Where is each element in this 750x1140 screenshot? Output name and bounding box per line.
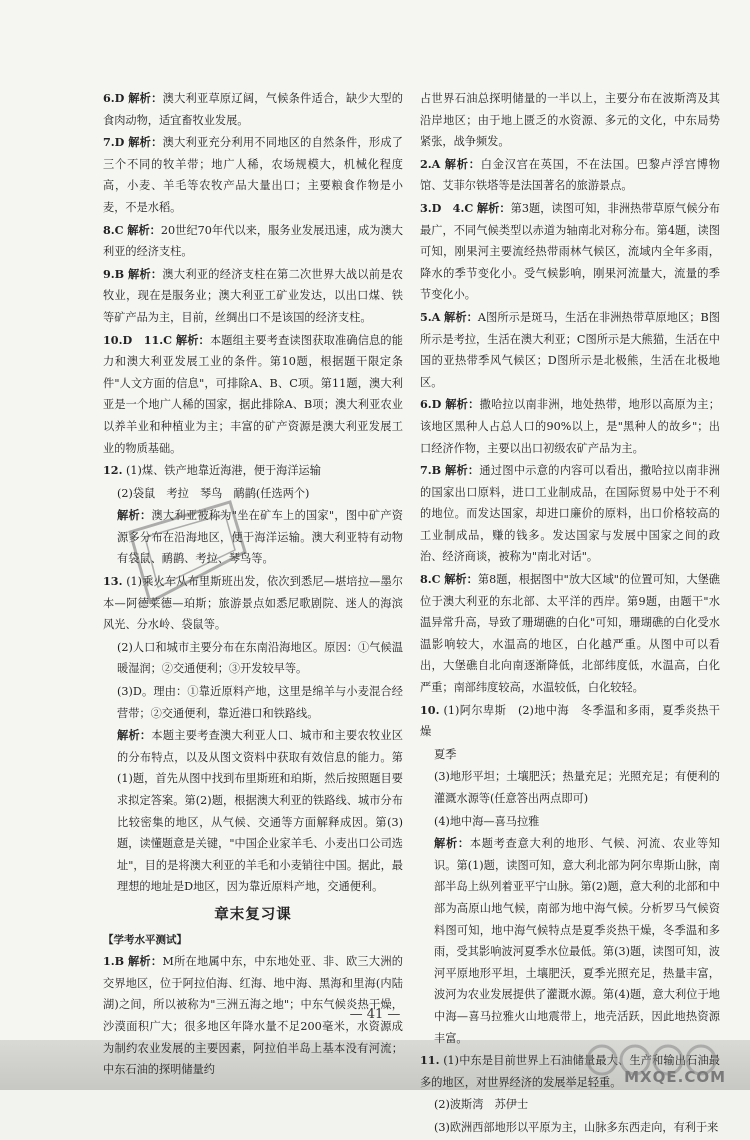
answer-text: A图所示是斑马，生活在非洲热带草原地区；B图所示是考拉，生活在澳大利亚；C图所示是大熊猫，生活在中国的亚热带季风气候区；D图所示是北极熊，生活在北极地区。 bbox=[420, 310, 720, 389]
answer-text: (1)中东是目前世界上石油储量最大、生产和输出石油最多的地区，对世界经济的发展举足轻重。 bbox=[420, 1054, 720, 1089]
answer-number: 2.A bbox=[420, 156, 441, 171]
answer-item bbox=[420, 811, 720, 833]
answer-number: 11. bbox=[420, 1053, 440, 1068]
analysis-label: 解析： bbox=[127, 222, 161, 237]
answer-text: (3)地形平坦；土壤肥沃；热量充足；光照充足；有便利的灌溉水源等(任意答出两点即可) bbox=[434, 770, 720, 805]
answer-text: 占世界石油总探明储量的一半以上，主要分布在波斯湾及其沿岸地区；由于地上匮乏的水资源、多元的文化，中东局势紧张，战争频发。 bbox=[420, 92, 720, 149]
answer-item bbox=[103, 681, 403, 724]
answer-number: 7.B bbox=[420, 463, 442, 478]
analysis-label: 解析： bbox=[175, 332, 210, 347]
analysis-label: 解析： bbox=[444, 309, 478, 324]
analysis-label: 解析： bbox=[128, 91, 163, 105]
answer-number: 5.A bbox=[420, 309, 441, 324]
answer-text: 本题主要考查澳大利亚人口、城市和主要农牧业区的分布特点，以及从图文资料中获取有效信息的能力。第(1)题，首先从图中找到布里斯班和珀斯，然后按照题目要求拟定答案。第(2)题，根据澳大利亚的铁路线、城市分布比较密集的地区，从气候、交通等方面解释成因。第(3)题，读懂题意是关键，"中国企业家羊毛、小麦出口公司选址"，目的是将澳大利亚的羊毛和小麦销往中国。据此，最理想的地址是D地区，因为靠近原料产地，交通便利。 bbox=[117, 729, 403, 894]
answer-item bbox=[420, 744, 720, 766]
answer-text: 20世纪70年代以来，服务业发展迅速，成为澳大利亚的经济支柱。 bbox=[103, 223, 403, 259]
answer-item bbox=[420, 460, 720, 568]
analysis-label: 解析： bbox=[127, 954, 163, 969]
answer-number: 1.B bbox=[103, 954, 125, 969]
analysis-label: 解析： bbox=[444, 156, 481, 171]
answer-text: 本题组主要考查读图获取准确信息的能力和澳大利亚发展工业的条件。第10题，根据题干限定条件"人文方面的信息"，可排除A、B、C项。第11题，澳大利亚是一个地广人稀的国家，据此排除A、B项；澳大利亚农业以养羊业和种植业为主；丰富的矿产资源是澳大利亚发展工业的物质基础。 bbox=[103, 333, 403, 455]
answer-item bbox=[103, 220, 403, 263]
answer-item bbox=[420, 700, 720, 743]
answer-item bbox=[103, 132, 403, 218]
answer-text: 撒哈拉以南非洲，地处热带，地形以高原为主；该地区黑种人占总人口的90%以上，是"黑种人的故乡"；出口经济作物，主要以出口初级农矿产品为主。 bbox=[420, 398, 720, 455]
answer-number: 8.C bbox=[103, 222, 124, 237]
library-stamp-icon bbox=[110, 492, 255, 612]
answer-text: (2)袋鼠 考拉 琴鸟 鸸鹋(任选两个) bbox=[117, 486, 310, 500]
answer-number: 6.D bbox=[103, 91, 125, 105]
answer-item bbox=[420, 569, 720, 699]
answer-number: 8.C bbox=[420, 572, 441, 587]
answer-item bbox=[103, 725, 403, 898]
sub-heading: 【学考水平测试】 bbox=[103, 933, 187, 946]
answer-item bbox=[420, 154, 720, 197]
answer-text: 第8题，根据图中"放大区域"的位置可知，大堡礁位于澳大利亚的东北部、太平洋的西岸。第9题，由题干"水温异常升高，导致了珊瑚礁的白化"可知，珊瑚礁的白化受水温影响较大，水温高的地区，白化越严重。从图中可以看出，大堡礁自北向南逐渐降低，北部纬度低，水温高，白化严重；南部纬度较高，水温较低，白化较轻。 bbox=[420, 573, 720, 695]
answer-text: 澳大利亚充分利用不同地区的自然条件，形成了三个不同的牧羊带；地广人稀，农场规模大，机械化程度高，小麦、羊毛等农牧产品大量出口；主要粮食作物是小麦，不是水稻。 bbox=[103, 136, 403, 214]
answer-item bbox=[420, 307, 720, 393]
analysis-label: 解析： bbox=[117, 728, 152, 743]
answer-item bbox=[420, 394, 720, 459]
answer-text: (2)人口和城市主要分布在东南沿海地区。原因：①气候温暖湿润；②交通便利；③开发较早等。 bbox=[117, 640, 403, 676]
answer-text: (3)欧洲西部地形以平原为主，山脉多东西走向，有利于来 bbox=[434, 1120, 719, 1134]
answer-text: 夏季 bbox=[434, 747, 457, 761]
answer-item bbox=[420, 766, 720, 809]
answer-text: 本题考查意大利的地形、气候、河流、农业等知识。第(1)题，读图可知，意大利北部为阿尔卑斯山脉，南部半岛上纵列着亚平宁山脉。第(2)题，意大利的北部和中部为高原山地气候，南部为地中海气候。分析罗马气候资料图可知，地中海气候特点是夏季炎热干燥，冬季温和多雨，受其影响波河夏季水位最低。第(3)题，读图可知，波河平原地形平坦，土壤肥沃，夏季光照充足，热量丰富，波河为农业发展提供了灌溉水源。第(4)题，意大利位于地中海—喜马拉雅火山地震带上，地壳活跃，因此地热资源丰富。 bbox=[434, 837, 720, 1045]
analysis-label: 解析： bbox=[444, 572, 478, 587]
answer-number: 10. bbox=[420, 702, 440, 717]
answer-item bbox=[103, 264, 403, 329]
answer-text: (1)阿尔卑斯 (2)地中海 冬季温和多雨，夏季炎热干燥 bbox=[420, 703, 720, 739]
answer-text: (1)煤、铁产地靠近海港，便于海洋运输 bbox=[126, 464, 321, 478]
analysis-label: 解析： bbox=[444, 463, 480, 478]
page-number: — 41 — bbox=[349, 1007, 401, 1022]
section-heading: 章末复习课 bbox=[214, 905, 292, 923]
answer-number: 3.D 4.C bbox=[420, 200, 474, 215]
answer-number: 6.D bbox=[420, 397, 442, 412]
answer-item bbox=[103, 460, 403, 482]
answer-text: 白金汉宫在英国，不在法国。巴黎卢浮宫博物馆、艾菲尔铁塔等是法国著名的旅游景点。 bbox=[420, 157, 720, 193]
answer-number: 13. bbox=[103, 574, 123, 589]
answer-item bbox=[103, 637, 403, 680]
answer-text: M所在地属中东，中东地处亚、非、欧三大洲的交界地区，位于阿拉伯海、红海、地中海、黑海和里海(内陆湖)之间，所以被称为"三洲五海之地"；中东气候炎热干燥，沙漠面积广大；很多地区年降水量不足200毫米，水资源成为制约农业发展的主要因素，阿拉伯半岛上基本没有河流；中东石油的探明储量约 bbox=[103, 955, 403, 1077]
analysis-label: 解析： bbox=[445, 397, 480, 412]
analysis-label: 解析： bbox=[434, 836, 470, 851]
answer-item bbox=[420, 1094, 720, 1116]
answer-item bbox=[420, 88, 720, 153]
answer-number: 12. bbox=[103, 463, 123, 478]
analysis-label: 解析： bbox=[117, 508, 152, 523]
answer-text: 第3题，读图可知，非洲热带草原气候分布最广，不同气候类型以赤道为轴南北对称分布。第4题，读图可知，刚果河主要流经热带雨林气候区，流域内全年多雨，降水的季节变化小。受气候影响，刚果河流量大，流量的季节变化小。 bbox=[420, 201, 720, 302]
answer-item bbox=[103, 88, 403, 131]
analysis-label: 解析： bbox=[127, 266, 163, 281]
answer-text: 澳大利亚草原辽阔，气候条件适合，缺少大型的食肉动物，适宜畜牧业发展。 bbox=[103, 92, 403, 127]
right-column bbox=[420, 88, 720, 1140]
answer-text: 澳大利亚被称为"坐在矿车上的国家"，图中矿产资源多分布在沿海地区，便于海洋运输。澳大利亚特有动物有袋鼠、鸸鹋、考拉、琴鸟等。 bbox=[117, 509, 403, 566]
answer-number: 9.B bbox=[103, 266, 125, 281]
answer-text: (4)地中海—喜马拉雅 bbox=[434, 814, 540, 828]
analysis-label: 解析： bbox=[128, 135, 163, 150]
answer-text: (3)D。理由：①靠近原料产地，这里是绵羊与小麦混合经营带；②交通便利，靠近港口和铁路线。 bbox=[117, 685, 403, 720]
answer-text: 通过图中示意的内容可以看出，撒哈拉以南非洲的国家出口原料，进口工业制成品，在国际贸易中处于不利的地位。而发达国家，却进口廉价的原料，出口价格较高的工业制成品，赚的钱多。发达国家与发展中国家之间的政治、经济商谈，被称为"南北对话"。 bbox=[420, 464, 720, 564]
watermark-text: MXQE.COM bbox=[624, 1068, 726, 1086]
answer-item bbox=[103, 330, 403, 460]
answer-item bbox=[420, 1117, 720, 1139]
answer-number: 10.D 11.C bbox=[103, 332, 173, 347]
answer-text: (2)波斯湾 苏伊士 bbox=[434, 1098, 529, 1112]
answer-text: 澳大利亚的经济支柱在第二次世界大战以前是农牧业，现在是服务业；澳大利亚工矿业发达，以出口煤、铁等矿产品为主，目前，丝绸出口不是该国的经济支柱。 bbox=[103, 267, 403, 324]
answer-number: 7.D bbox=[103, 135, 125, 150]
answer-text: (1)乘火车从布里斯班出发，依次到悉尼—堪培拉—墨尔本—阿德莱德—珀斯；旅游景点如悉尼歌剧院、迷人的海滨风光、分水岭、袋鼠等。 bbox=[103, 575, 403, 632]
analysis-label: 解析： bbox=[476, 200, 511, 215]
answer-item bbox=[420, 198, 720, 306]
